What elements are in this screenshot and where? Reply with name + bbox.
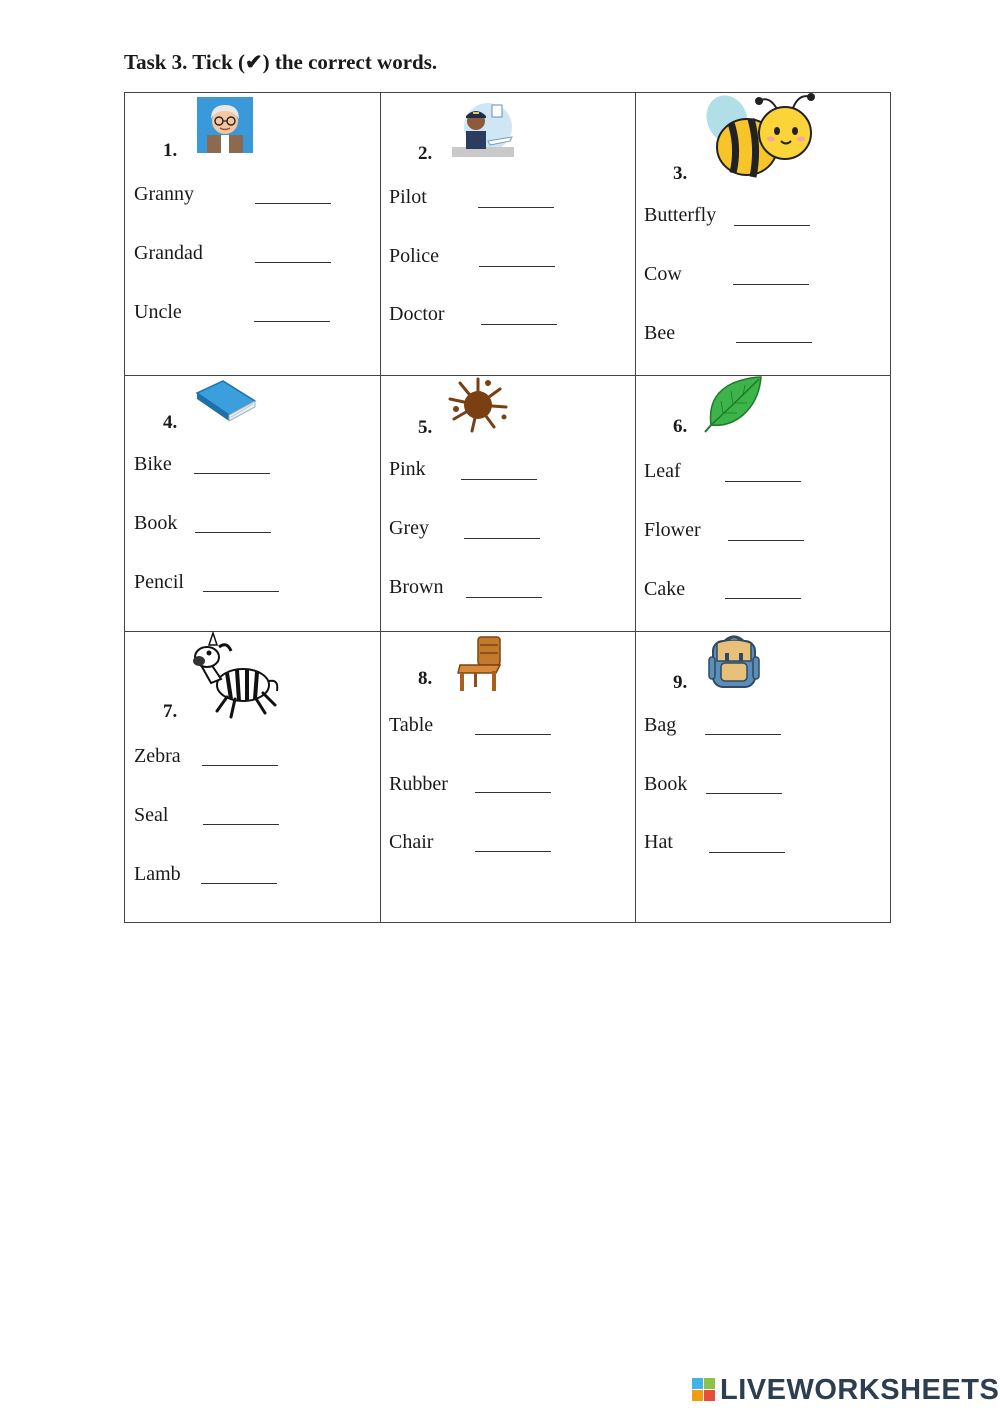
- word-option: Grey: [389, 517, 429, 539]
- backpack-icon: [707, 633, 761, 689]
- exercise-cell-4: [125, 375, 380, 631]
- word-option: Pink: [389, 458, 426, 480]
- answer-blank[interactable]: [194, 473, 270, 474]
- word-option: Zebra: [134, 745, 181, 767]
- answer-blank[interactable]: [255, 262, 331, 263]
- word-option: Rubber: [389, 773, 448, 795]
- answer-blank[interactable]: [461, 479, 537, 480]
- exercise-cell-7: [125, 631, 380, 924]
- word-option: Butterfly: [644, 204, 717, 226]
- item-number: 4.: [163, 412, 178, 433]
- answer-blank[interactable]: [479, 266, 555, 267]
- answer-blank[interactable]: [725, 481, 801, 482]
- item-number: 6.: [673, 416, 688, 437]
- answer-blank[interactable]: [734, 225, 810, 226]
- item-number: 8.: [418, 668, 433, 689]
- answer-blank[interactable]: [478, 207, 554, 208]
- word-option: Pilot: [389, 186, 427, 208]
- answer-blank[interactable]: [706, 793, 782, 794]
- word-option: Pencil: [134, 571, 184, 593]
- word-option: Cow: [644, 263, 682, 285]
- answer-blank[interactable]: [203, 591, 279, 592]
- word-option: Uncle: [134, 301, 182, 323]
- word-option: Police: [389, 245, 439, 267]
- grandpa-icon: [197, 97, 253, 153]
- exercise-cell-1: [125, 93, 380, 375]
- answer-blank[interactable]: [203, 824, 279, 825]
- word-option: Grandad: [134, 242, 203, 264]
- bee-icon: [703, 93, 815, 183]
- answer-blank[interactable]: [481, 324, 557, 325]
- chair-icon: [456, 635, 506, 693]
- item-number: 1.: [163, 140, 178, 161]
- exercise-cell-9: [635, 631, 892, 924]
- answer-blank[interactable]: [475, 734, 551, 735]
- answer-blank[interactable]: [464, 538, 540, 539]
- exercise-cell-2: [380, 93, 635, 375]
- answer-blank[interactable]: [254, 321, 330, 322]
- word-option: Cake: [644, 578, 686, 600]
- word-option: Flower: [644, 519, 701, 541]
- answer-blank[interactable]: [709, 852, 785, 853]
- leaf-icon: [703, 375, 763, 433]
- answer-blank[interactable]: [202, 765, 278, 766]
- exercise-cell-6: [635, 375, 892, 631]
- word-option: Bike: [134, 453, 172, 475]
- word-option: Bee: [644, 322, 676, 344]
- answer-blank[interactable]: [195, 532, 271, 533]
- answer-blank[interactable]: [466, 597, 542, 598]
- answer-blank[interactable]: [728, 540, 804, 541]
- word-option: Chair: [389, 831, 434, 853]
- liveworksheets-logo: [692, 1373, 999, 1407]
- word-option: Brown: [389, 576, 444, 598]
- item-number: 9.: [673, 672, 688, 693]
- answer-blank[interactable]: [705, 734, 781, 735]
- word-option: Lamb: [134, 863, 181, 885]
- answer-blank[interactable]: [733, 284, 809, 285]
- liveworksheets-logo-icon: [692, 1378, 716, 1402]
- liveworksheets-brand: LIVEWORKSHEETS: [720, 1373, 1000, 1406]
- word-option: Bag: [644, 714, 677, 736]
- answer-blank[interactable]: [475, 851, 551, 852]
- word-option: Seal: [134, 804, 169, 826]
- item-number: 3.: [673, 163, 688, 184]
- word-option: Book: [644, 773, 688, 795]
- task-title: Task 3. Tick (✔) the correct words.: [124, 50, 438, 74]
- answer-blank[interactable]: [736, 342, 812, 343]
- exercise-cell-5: [380, 375, 635, 631]
- answer-blank[interactable]: [475, 792, 551, 793]
- exercise-cell-3: [635, 93, 892, 375]
- answer-blank[interactable]: [725, 598, 801, 599]
- word-option: Leaf: [644, 460, 681, 482]
- answer-blank[interactable]: [201, 883, 277, 884]
- item-number: 5.: [418, 417, 433, 438]
- word-option: Doctor: [389, 303, 445, 325]
- word-option: Hat: [644, 831, 673, 853]
- word-option: Table: [389, 714, 434, 736]
- pilot-icon: [452, 97, 514, 157]
- word-option: Book: [134, 512, 178, 534]
- item-number: 2.: [418, 143, 433, 164]
- item-number: 7.: [163, 701, 178, 722]
- book-icon: [195, 379, 257, 423]
- zebra-icon: [191, 631, 281, 725]
- brown-splat-icon: [448, 375, 510, 433]
- answer-blank[interactable]: [255, 203, 331, 204]
- word-option: Granny: [134, 183, 194, 205]
- exercise-grid: [124, 92, 891, 923]
- exercise-cell-8: [380, 631, 635, 924]
